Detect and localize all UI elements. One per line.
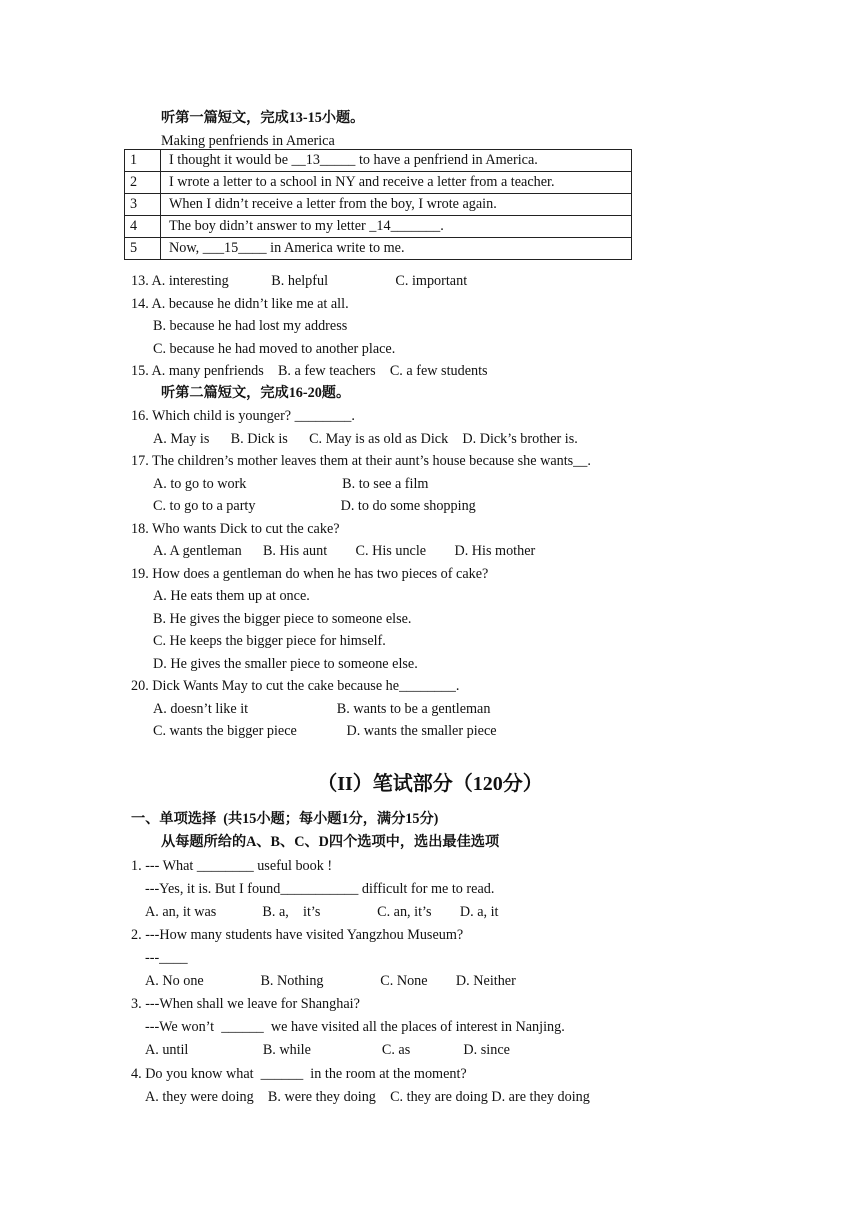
table-row <box>125 238 632 260</box>
section1-intro: 听第一篇短文，完成13-15小题。 <box>161 110 365 126</box>
question-20-options-ab: A. doesn’t like it B. wants to be a gentleman <box>153 701 491 717</box>
row-text: I thought it would be __13_____ to have a penfriend in America. <box>161 150 632 172</box>
question-17-options-ab: A. to go to work B. to see a film <box>153 476 429 492</box>
question-15: 15. A. many penfriends B. a few teachers C. a few students <box>131 363 488 379</box>
question-17: 17. The children’s mother leaves them at their aunt’s house because she wants__. <box>131 453 591 469</box>
section2-intro: 听第二篇短文，完成16-20题。 <box>161 385 351 401</box>
row-number: 4 <box>125 216 161 238</box>
row-number: 2 <box>125 172 161 194</box>
question-2-reply: ---____ <box>145 950 188 966</box>
question-14-option-b: B. because he had lost my address <box>153 318 348 334</box>
question-13: 13. A. interesting B. helpful C. important <box>131 273 468 289</box>
row-text: Now, ___15____ in America write to me. <box>161 238 632 260</box>
question-2-options: A. No one B. Nothing C. None D. Neither <box>145 973 516 989</box>
row-text: I wrote a letter to a school in NY and receive a letter from a teacher. <box>161 172 632 194</box>
question-3-reply: ---We won’t ______ we have visited all the places of interest in Nanjing. <box>145 1019 565 1035</box>
table-row <box>125 216 632 238</box>
question-3-options: A. until B. while C. as D. since <box>145 1042 510 1058</box>
question-1-options: A. an, it was B. a, it’s C. an, it’s D. a, it <box>145 904 499 920</box>
question-16: 16. Which child is younger? ________. <box>131 408 355 424</box>
question-19-option-c: C. He keeps the bigger piece for himself. <box>153 633 386 649</box>
row-number: 1 <box>125 150 161 172</box>
question-19-option-a: A. He eats them up at once. <box>153 588 310 604</box>
question-1: 1. --- What ________ useful book ! <box>131 858 333 874</box>
question-20: 20. Dick Wants May to cut the cake because he________. <box>131 678 460 694</box>
question-14: 14. A. because he didn’t like me at all. <box>131 296 349 312</box>
table-row <box>125 150 632 172</box>
table-title: Making penfriends in America <box>161 133 335 149</box>
question-20-options-cd: C. wants the bigger piece D. wants the smaller piece <box>153 723 497 739</box>
question-17-options-cd: C. to go to a party D. to do some shopping <box>153 498 476 514</box>
question-1-reply: ---Yes, it is. But I found___________ difficult for me to read. <box>145 881 495 897</box>
question-18-options: A. A gentleman B. His aunt C. His uncle D. His mother <box>153 543 536 559</box>
row-text: The boy didn’t answer to my letter _14_______. <box>161 216 632 238</box>
row-number: 3 <box>125 194 161 216</box>
table-row <box>125 172 632 194</box>
question-3: 3. ---When shall we leave for Shanghai? <box>131 996 360 1012</box>
question-19: 19. How does a gentleman do when he has two pieces of cake? <box>131 566 489 582</box>
question-18: 18. Who wants Dick to cut the cake? <box>131 521 340 537</box>
question-4: 4. Do you know what ______ in the room at the moment? <box>131 1066 467 1082</box>
question-2: 2. ---How many students have visited Yangzhou Museum? <box>131 927 464 943</box>
question-16-options: A. May is B. Dick is C. May is as old as Dick D. Dick’s brother is. <box>153 431 578 447</box>
question-19-option-b: B. He gives the bigger piece to someone else. <box>153 611 412 627</box>
penfriend-table <box>124 149 632 260</box>
row-text: When I didn’t receive a letter from the boy, I wrote again. <box>161 194 632 216</box>
section-instruction: 从每题所给的A、B、C、D四个选项中，选出最佳选项 <box>161 834 500 850</box>
written-part-title: （II）笔试部分（120分） <box>317 773 543 795</box>
section-heading: 一、单项选择 (共15小题；每小题1分，满分15分) <box>131 811 439 827</box>
question-14-option-c: C. because he had moved to another place. <box>153 341 396 357</box>
question-19-option-d: D. He gives the smaller piece to someone else. <box>153 656 418 672</box>
question-4-options: A. they were doing B. were they doing C. they are doing D. are they doing <box>145 1089 590 1105</box>
table-row <box>125 194 632 216</box>
row-number: 5 <box>125 238 161 260</box>
